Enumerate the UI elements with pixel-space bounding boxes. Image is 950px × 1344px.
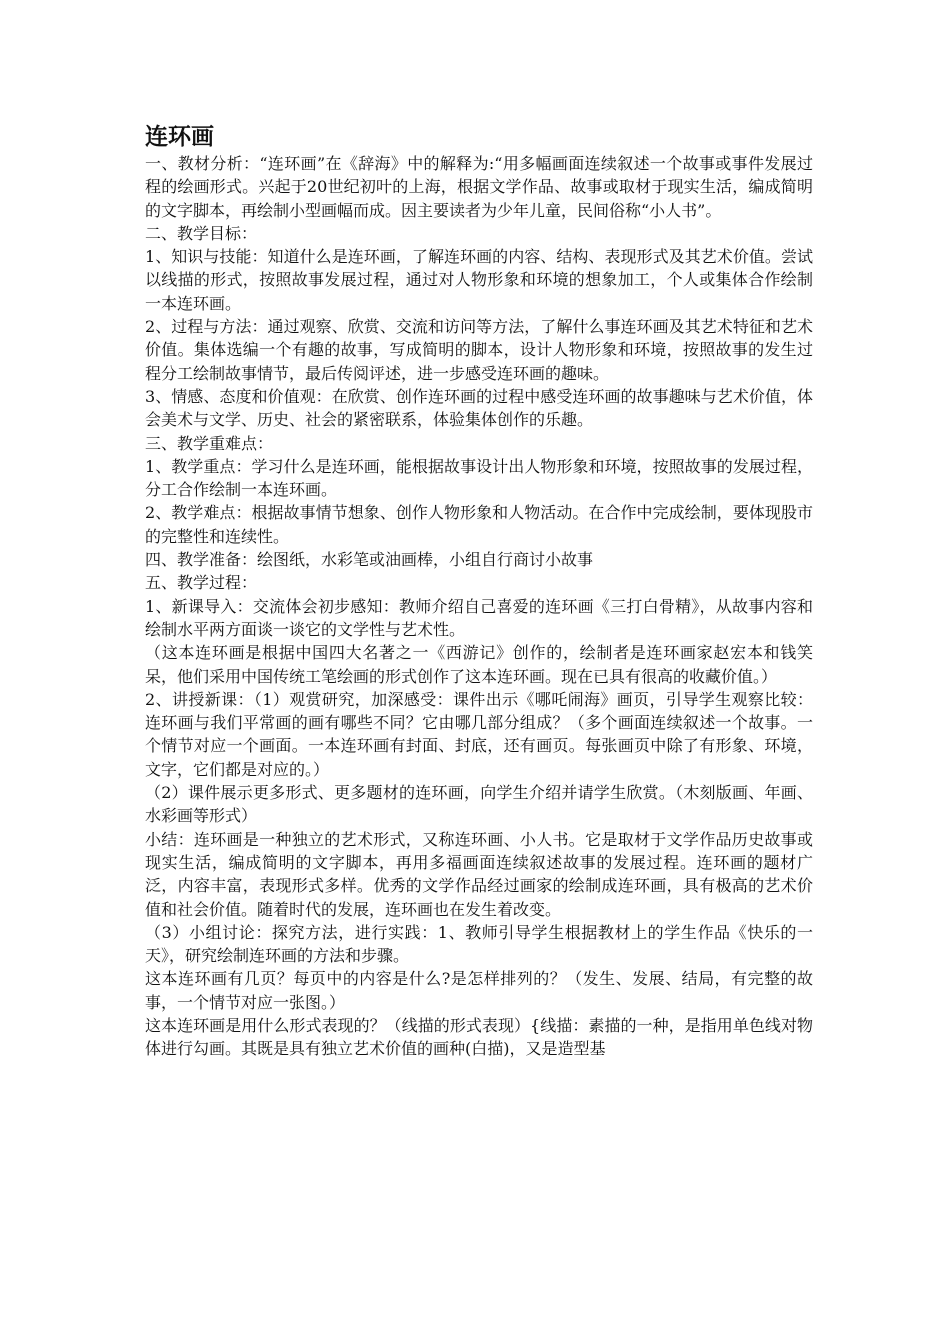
paragraph-new-lesson-observe: 2、讲授新课：（1）观赏研究，加深感受：课件出示《哪吒闹海》画页，引导学生观察比较：连环画与我们平常画的画有哪些不同？它由哪几部分组成？（多个画面连续叙述一个故事。一个情节对应一个画面。一本连环画有封面、封底，还有画页。每张画页中除了有形象、环境，文字，它们都是对应的。） bbox=[145, 689, 813, 779]
paragraph-question-form: 这本连环画是用什么形式表现的？（线描的形式表现）{线描：素描的一种，是指用单色线对物体进行勾画。其既是具有独立艺术价值的画种(白描)，又是造型基 bbox=[145, 1015, 813, 1059]
paragraph-goal-process-methods: 2、过程与方法：通过观察、欣赏、交流和访问等方法，了解什么事连环画及其艺术特征和艺术价值。集体选编一个有趣的故事，写成简明的脚本，设计人物形象和环境，按照故事的发生过程分工绘制故事情节，最后传阅评述，进一步感受连环画的趣味。 bbox=[145, 317, 813, 383]
paragraph-difficult-point: 2、教学难点：根据故事情节想象、创作人物形象和人物活动。在合作中完成绘制，要体现股市的完整性和连续性。 bbox=[145, 503, 813, 546]
paragraph-question-pages: 这本连环画有几页？每页中的内容是什么?是怎样排列的？（发生、发展、结局，有完整的故事，一个情节对应一张图。） bbox=[145, 969, 813, 1012]
heading-teaching-process: 五、教学过程： bbox=[145, 573, 258, 593]
paragraph-new-lesson-forms: （2）课件展示更多形式、更多题材的连环画，向学生介绍并请学生欣赏。（木刻版画、年画、水彩画等形式） bbox=[145, 783, 813, 826]
paragraph-teaching-preparation: 四、教学准备：绘图纸，水彩笔或油画棒，小组自行商讨小故事 bbox=[145, 550, 594, 570]
paragraph-lesson-introduction: 1、新课导入：交流体会初步感知：教师介绍自己喜爱的连环画《三打白骨精》，从故事内容和绘制水平两方面谈一谈它的文学性与艺术性。 bbox=[145, 596, 813, 639]
paragraph-goal-knowledge-skills: 1、知识与技能：知道什么是连环画，了解连环画的内容、结构、表现形式及其艺术价值。尝试以线描的形式，按照故事发展过程，通过对人物形象和环境的想象加工，个人或集体合作绘制一本连环画。 bbox=[145, 247, 813, 313]
paragraph-textbook-analysis: 一、教材分析：“连环画”在《辞海》中的解释为:“用多幅画面连续叙述一个故事或事件发展过程的绘画形式。兴起于20世纪初叶的上海，根据文学作品、故事或取材于现实生活，编成简明的文字脚本，再绘制小型画幅而成。因主要读者为少年儿童，民间俗称“小人书”。 bbox=[145, 154, 813, 220]
paragraph-introduction-note: （这本连环画是根据中国四大名著之一《西游记》创作的，绘制者是连环画家赵宏本和钱笑呆，他们采用中国传统工笔绘画的形式创作了这本连环画。现在已具有很高的收藏价值。） bbox=[145, 643, 813, 686]
paragraph-summary: 小结：连环画是一种独立的艺术形式，又称连环画、小人书。它是取材于文学作品历史故事或现实生活，编成简明的文字脚本，再用多福画面连续叙述故事的发展过程。连环画的题材广泛，内容丰富，表现形式多样。优秀的文学作品经过画家的绘制成连环画，具有极高的艺术价值和社会价值。随着时代的发展，连环画也在发生着改变。 bbox=[145, 829, 813, 919]
document-body bbox=[145, 152, 813, 1061]
paragraph-key-point: 1、教学重点：学习什么是连环画，能根据故事设计出人物形象和环境，按照故事的发展过程，分工合作绘制一本连环画。 bbox=[145, 456, 813, 500]
paragraph-group-discussion: （3）小组讨论：探究方法，进行实践：1、教师引导学生根据教材上的学生作品《快乐的一天》，研究绘制连环画的方法和步骤。 bbox=[145, 922, 813, 966]
heading-key-difficult-points: 三、教学重难点： bbox=[145, 433, 274, 453]
paragraph-goal-emotion-values: 3、情感、态度和价值观：在欣赏、创作连环画的过程中感受连环画的故事趣味与艺术价值，体会美术与文学、历史、社会的紧密联系，体验集体创作的乐趣。 bbox=[145, 386, 813, 430]
heading-teaching-goals: 二、教学目标： bbox=[145, 223, 258, 243]
document-page bbox=[145, 122, 813, 1061]
document-title: 连环画 bbox=[145, 124, 214, 150]
